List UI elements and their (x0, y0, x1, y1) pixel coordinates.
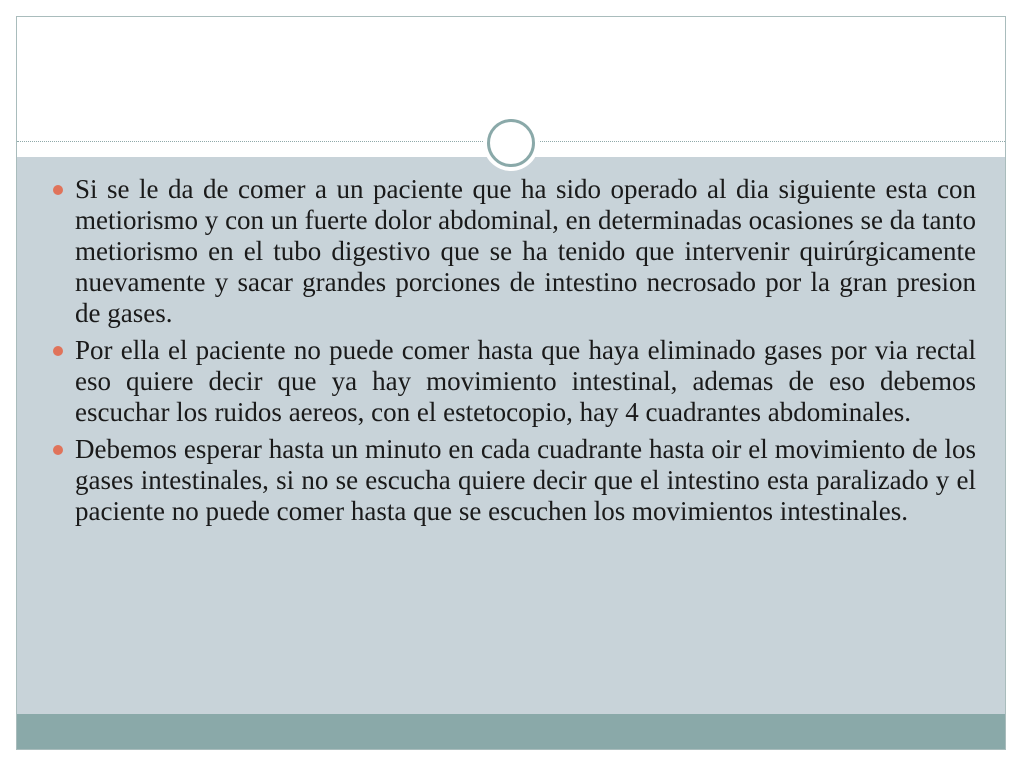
footer-bar (17, 714, 1005, 749)
circle-ring-icon (487, 119, 535, 167)
bullet-text: Si se le da de comer a un paciente que ha sido operado al dia siguiente esta con metiorismo y con un fuerte dolor abdominal, en determinadas ocasiones se da tanto metiorismo en el tubo digestivo que se ha tenido que intervenir quirúrgicamente nuevamente y sacar grandes porciones de intestino necrosado por la gran presion de gases. (75, 174, 976, 328)
bullet-dot-icon (53, 185, 63, 195)
list-item (51, 335, 976, 428)
bullet-dot-icon (53, 346, 63, 356)
bullet-list (51, 174, 976, 533)
bullet-text: Por ella el paciente no puede comer hasta que haya eliminado gases por via rectal eso quiere decir que ya hay movimiento intestinal, ademas de eso debemos escuchar los ruidos aereos, con el estetocopio, hay 4 cuadrantes abdominales. (75, 335, 976, 427)
slide (16, 16, 1006, 750)
bullet-text: Debemos esperar hasta un minuto en cada cuadrante hasta oir el movimiento de los gases intestinales, si no se escucha quiere decir que el intestino esta paralizado y el paciente no puede comer hasta que se escuchen los movimientos intestinales. (75, 434, 976, 526)
list-item (51, 174, 976, 329)
list-item (51, 434, 976, 527)
bullet-dot-icon (53, 445, 63, 455)
